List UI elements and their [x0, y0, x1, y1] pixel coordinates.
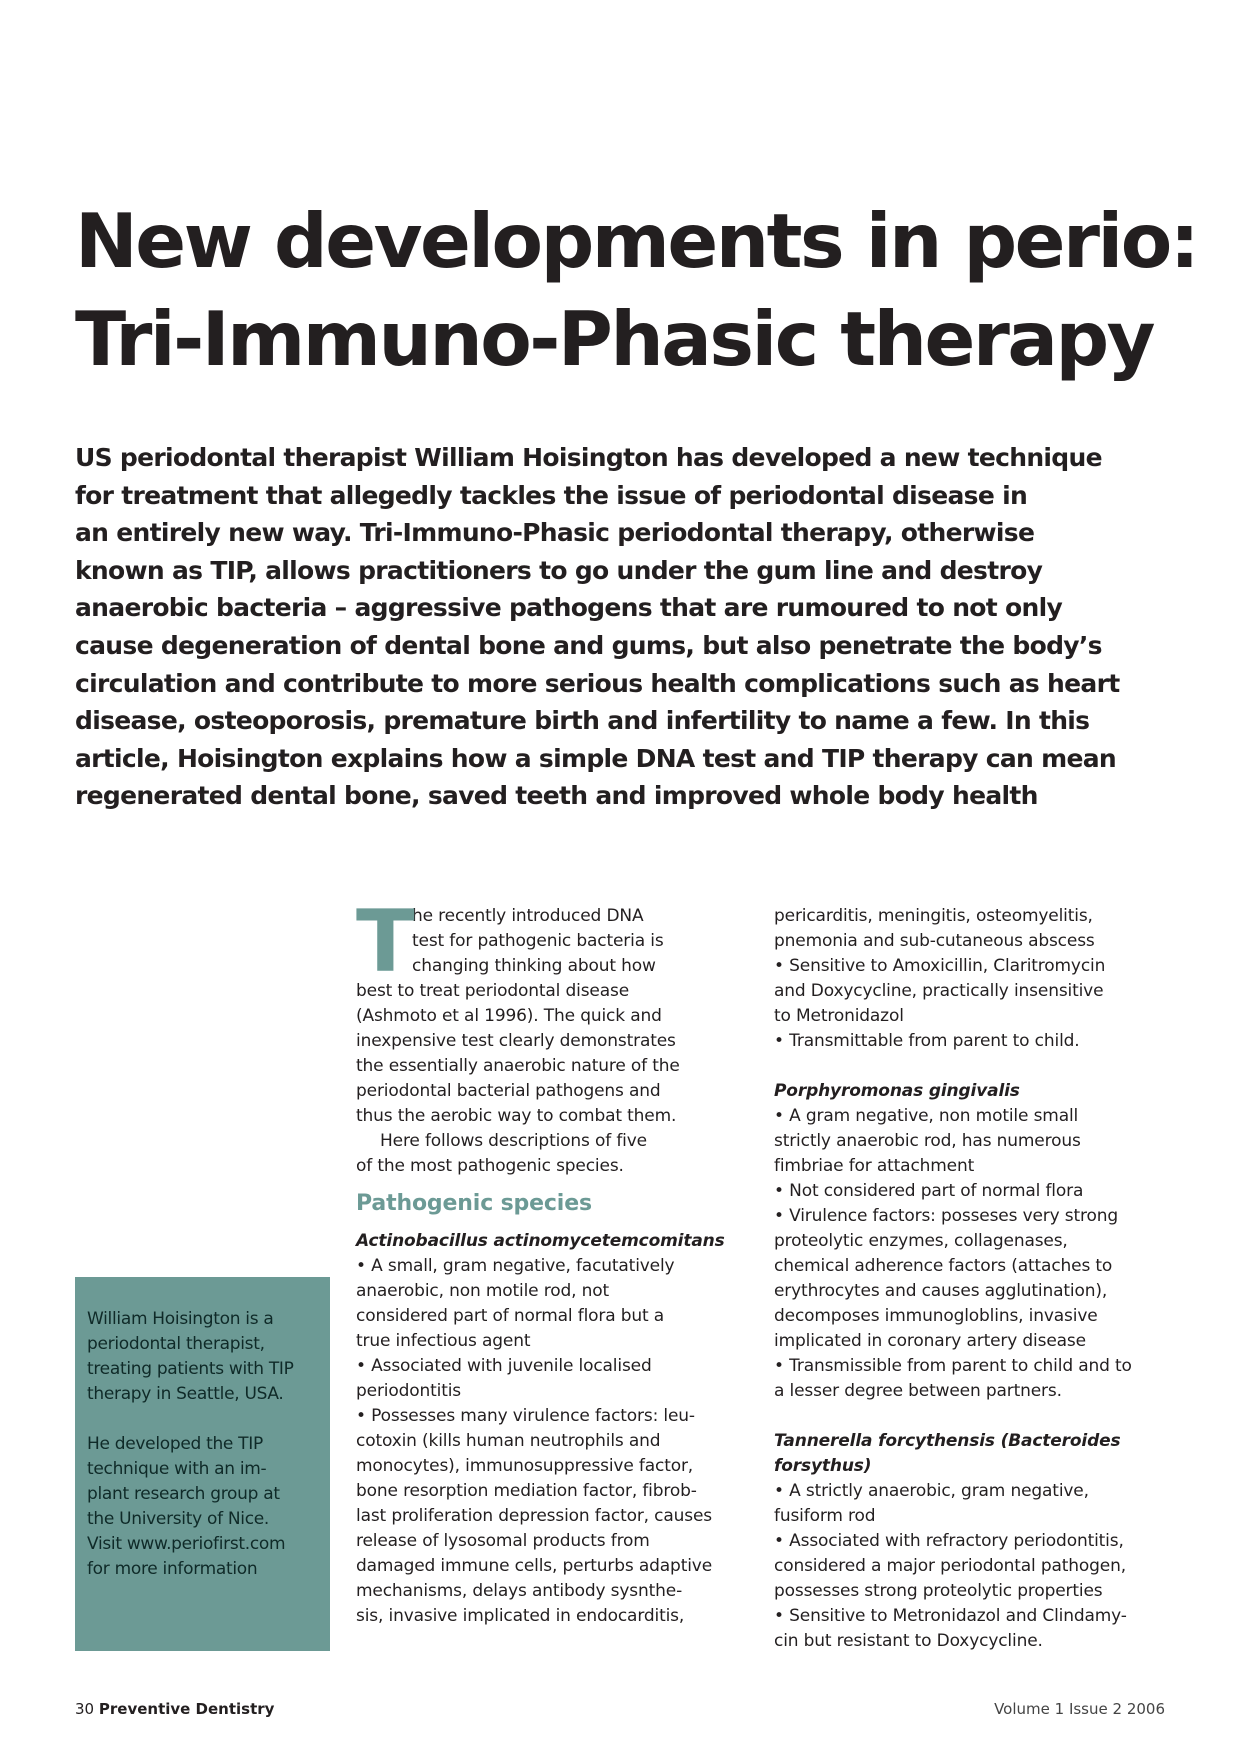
- body-line: • Not considered part of normal flora: [774, 1181, 1084, 1201]
- body-line: (Ashmoto et al 1996). The quick and: [356, 1006, 662, 1026]
- body-line: anaerobic, non motile rod, not: [356, 1281, 609, 1301]
- body-line: • Transmissible from parent to child and to: [774, 1356, 1132, 1376]
- title-line: New developments in perio:: [75, 197, 1198, 285]
- body-line: thus the aerobic way to combat them.: [356, 1106, 677, 1126]
- body-line: release of lysosomal products from: [356, 1531, 650, 1551]
- sidebar-line: for more information: [87, 1559, 258, 1579]
- body-line: periodontitis: [356, 1381, 462, 1401]
- body-line: of the most pathogenic species.: [356, 1156, 624, 1176]
- body-line: • Sensitive to Amoxicillin, Claritromycin: [774, 956, 1106, 976]
- body-line: considered part of normal flora but a: [356, 1306, 665, 1326]
- body-line: Here follows descriptions of five: [380, 1131, 647, 1151]
- species-heading: Porphyromonas gingivalis: [774, 1081, 1020, 1101]
- body-line: periodontal bacterial pathogens and: [356, 1081, 661, 1101]
- body-line: mechanisms, delays antibody sysnthe-: [356, 1581, 683, 1601]
- body-line: inexpensive test clearly demonstrates: [356, 1031, 676, 1051]
- standfirst-line: article, Hoisington explains how a simple DNA test and TIP therapy can mean: [75, 743, 1117, 773]
- standfirst-line: regenerated dental bone, saved teeth and improved whole body health: [75, 781, 1038, 811]
- paragraph-gap: [774, 1054, 1194, 1079]
- sidebar-line: technique with an im-: [87, 1459, 267, 1479]
- species-heading: Tannerella forcythensis (Bacteroides: [774, 1431, 1121, 1451]
- article-title: [75, 192, 1198, 388]
- body-line: • Virulence factors: posseses very strong: [774, 1206, 1119, 1226]
- sidebar-line: plant research group at: [87, 1484, 280, 1504]
- page-number: 30: [75, 1700, 95, 1718]
- sidebar-link-line[interactable]: Visit www.periofirst.com: [87, 1534, 286, 1554]
- body-line: chemical adherence factors (attaches to: [774, 1256, 1113, 1276]
- body-line: • Associated with refractory periodontitis,: [774, 1531, 1124, 1551]
- body-line: changing thinking about how: [412, 956, 656, 976]
- body-line: and Doxycycline, practically insensitive: [774, 981, 1104, 1001]
- body-line: damaged immune cells, perturbs adaptive: [356, 1556, 712, 1576]
- standfirst-line: anaerobic bacteria – aggressive pathogens that are rumoured to not only: [75, 593, 1063, 623]
- issue-info: Volume 1 Issue 2 2006: [994, 1700, 1165, 1718]
- body-line: erythrocytes and causes agglutination),: [774, 1281, 1108, 1301]
- body-line: implicated in coronary artery disease: [774, 1331, 1086, 1351]
- sidebar-line: William Hoisington is a: [87, 1309, 274, 1329]
- body-line: • Sensitive to Metronidazol and Clindamy-: [774, 1606, 1127, 1626]
- body-line: a lesser degree between partners.: [774, 1381, 1062, 1401]
- author-sidebar: [75, 1277, 330, 1651]
- body-line: • A gram negative, non motile small: [774, 1106, 1079, 1126]
- body-line: • Associated with juvenile localised: [356, 1356, 652, 1376]
- body-line: monocytes), immunosuppressive factor,: [356, 1456, 694, 1476]
- body-line: he recently introduced DNA: [412, 906, 644, 926]
- body-column-right: [774, 904, 1194, 1654]
- drop-cap: T: [356, 892, 415, 992]
- body-line: proteolytic enzymes, collagenases,: [774, 1231, 1068, 1251]
- page-footer-left: [75, 1700, 274, 1718]
- standfirst: [75, 439, 1175, 815]
- body-line: fusiform rod: [774, 1506, 876, 1526]
- species-heading: Actinobacillus actinomycetemcomitans: [356, 1231, 725, 1251]
- sidebar-line: He developed the TIP: [87, 1434, 263, 1454]
- body-line: sis, invasive implicated in endocarditis,: [356, 1606, 685, 1626]
- body-line: pericarditis, meningitis, osteomyelitis,: [774, 906, 1093, 926]
- body-line: • A small, gram negative, facutatively: [356, 1256, 675, 1276]
- publication-name: Preventive Dentistry: [98, 1700, 275, 1718]
- body-line: fimbriae for attachment: [774, 1156, 975, 1176]
- species-heading: forsythus): [774, 1456, 872, 1476]
- standfirst-line: US periodontal therapist William Hoisington has developed a new technique: [75, 443, 1102, 472]
- standfirst-line: an entirely new way. Tri-Immuno-Phasic periodontal therapy, otherwise: [75, 518, 1035, 548]
- sidebar-line: the University of Nice.: [87, 1509, 270, 1529]
- body-line: possesses strong proteolytic properties: [774, 1581, 1103, 1601]
- body-line: to Metronidazol: [774, 1006, 904, 1026]
- standfirst-line: circulation and contribute to more serious health complications such as heart: [75, 668, 1120, 698]
- body-line: bone resorption mediation factor, fibrob-: [356, 1481, 697, 1501]
- body-line: considered a major periodontal pathogen,: [774, 1556, 1126, 1576]
- body-line: pnemonia and sub-cutaneous abscess: [774, 931, 1095, 951]
- intro-paragraph: [356, 892, 756, 1129]
- body-line: • Possesses many virulence factors: leu-: [356, 1406, 695, 1426]
- body-line: • A strictly anaerobic, gram negative,: [774, 1481, 1089, 1501]
- sidebar-line: periodontal therapist,: [87, 1334, 265, 1354]
- body-line: best to treat periodontal disease: [356, 981, 630, 1001]
- section-heading: Pathogenic species: [356, 1191, 592, 1216]
- body-line: the essentially anaerobic nature of the: [356, 1056, 680, 1076]
- sidebar-line: therapy in Seattle, USA.: [87, 1384, 284, 1404]
- body-line: cin but resistant to Doxycycline.: [774, 1631, 1043, 1651]
- standfirst-line: cause degeneration of dental bone and gums, but also penetrate the body’s: [75, 630, 1102, 660]
- body-line: last proliferation depression factor, causes: [356, 1506, 712, 1526]
- sidebar-spacer: [87, 1407, 330, 1432]
- body-column-middle: [356, 892, 756, 1629]
- sidebar-line: treating patients with TIP: [87, 1359, 294, 1379]
- body-line: decomposes immunogloblins, invasive: [774, 1306, 1098, 1326]
- standfirst-line: known as TIP, allows practitioners to go under the gum line and destroy: [75, 555, 1043, 585]
- body-line: test for pathogenic bacteria is: [412, 931, 664, 951]
- paragraph-gap: [774, 1404, 1194, 1429]
- body-line: strictly anaerobic rod, has numerous: [774, 1131, 1081, 1151]
- title-line: Tri-Immuno-Phasic therapy: [75, 295, 1154, 383]
- standfirst-line: for treatment that allegedly tackles the issue of periodontal disease in: [75, 480, 1028, 510]
- body-line: • Transmittable from parent to child.: [774, 1031, 1080, 1051]
- standfirst-line: disease, osteoporosis, premature birth and infertility to name a few. In this: [75, 706, 1090, 736]
- body-line: true infectious agent: [356, 1331, 531, 1351]
- body-line: cotoxin (kills human neutrophils and: [356, 1431, 661, 1451]
